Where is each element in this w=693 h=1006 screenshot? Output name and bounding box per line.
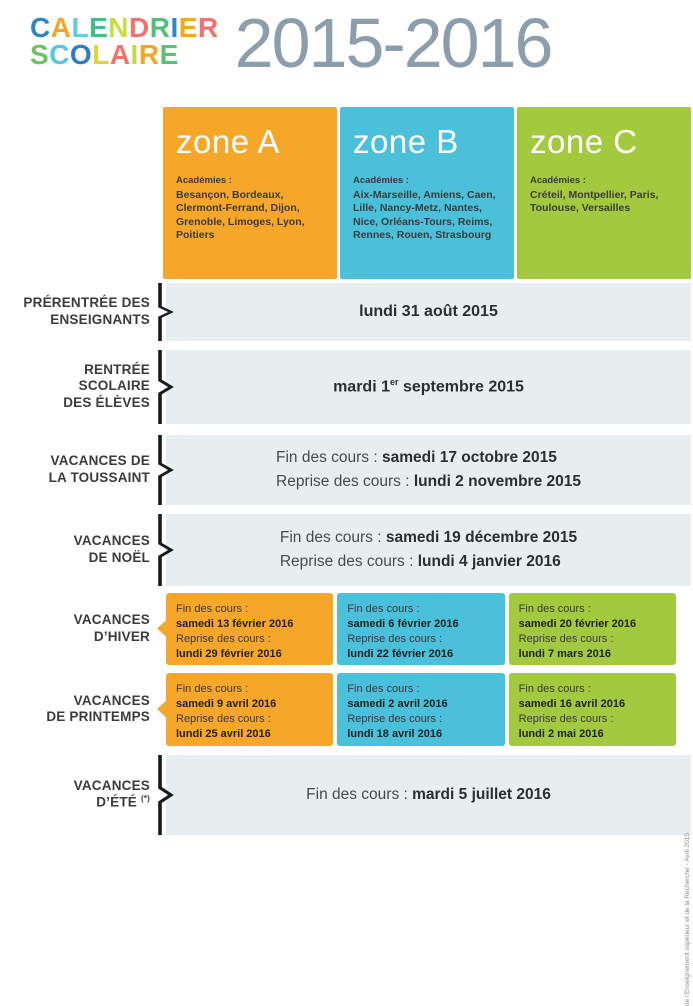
zone-c-academies (517, 161, 691, 216)
reprise-date: lundi 22 février 2016 (347, 648, 454, 661)
fin-date: samedi 13 février 2016 (176, 617, 294, 630)
zone-b-cell: Fin des cours : samedi 2 avril 2016 Reprise des cours : lundi 18 avril 2016 (337, 673, 504, 746)
academies-list: Besançon, Bordeaux, Clermont-Ferrand, Dijon, Grenoble, Limoges, Lyon, Poitiers (176, 188, 305, 242)
logo-letter: N (108, 12, 129, 43)
reprise-date: lundi 4 janvier 2016 (417, 552, 561, 570)
logo-letter: I (170, 12, 179, 43)
zone-b-cell: Fin des cours : samedi 6 février 2016 Reprise des cours : lundi 22 février 2016 (337, 593, 504, 665)
row-prerentree (0, 283, 693, 341)
fin-date: samedi 9 avril 2016 (176, 697, 277, 710)
row-label: PRÉRENTRÉE DES ENSEIGNANTS (23, 295, 150, 327)
row-label: VACANCES DE PRINTEMPS (46, 692, 150, 724)
logo-letter: R (138, 39, 160, 71)
row-value (166, 283, 691, 341)
row-label: VACANCES DE LA TOUSSAINT (48, 453, 150, 485)
reprise-date: lundi 25 avril 2016 (176, 728, 271, 741)
zone-date-cells (166, 673, 676, 746)
date-text: lundi 31 août 2015 (359, 302, 498, 320)
row-rentree (0, 350, 693, 424)
zone-a-academies (163, 161, 337, 244)
zone-headers (163, 107, 691, 279)
academies-label: Académies : (176, 174, 232, 186)
zone-date-cells (166, 593, 676, 665)
calendrier-scolaire-logo (30, 14, 219, 69)
fin-date: samedi 19 décembre 2015 (385, 529, 578, 547)
dates-block: Fin des cours : mardi 5 juillet 2016 (306, 785, 551, 803)
zone-a-cell: Fin des cours : samedi 9 avril 2016 Reprise des cours : lundi 25 avril 2016 (166, 673, 333, 746)
row-value (166, 435, 691, 505)
dates-block: Fin des cours : samedi 19 décembre 2015 Reprise des cours : lundi 4 janvier 2016 (279, 529, 578, 570)
zone-c-cell: Fin des cours : samedi 20 février 2016 Reprise des cours : lundi 7 mars 2016 (509, 593, 676, 665)
reprise-date: lundi 2 mai 2016 (518, 728, 604, 741)
fin-date: samedi 6 février 2016 (347, 617, 459, 630)
logo-letter: C (49, 39, 70, 71)
logo-letter: E (159, 39, 179, 71)
connector-space (150, 593, 166, 665)
zone-c-title: zone C (530, 122, 638, 160)
zone-b-header (340, 107, 514, 279)
reprise-date: lundi 2 novembre 2015 (413, 472, 581, 490)
zone-c-header (517, 107, 691, 279)
logo-letter: A (109, 39, 131, 71)
zone-a-title: zone A (176, 122, 280, 160)
bracket (150, 350, 166, 424)
connector-space (150, 673, 166, 746)
row-toussaint (0, 435, 693, 505)
logo-letter: R (149, 12, 171, 43)
logo-letter: A (50, 12, 72, 43)
row-value (166, 514, 691, 586)
footnote-marker: (*) (140, 794, 150, 804)
zone-c-cell: Fin des cours : samedi 16 avril 2016 Reprise des cours : lundi 2 mai 2016 (509, 673, 676, 746)
bracket (150, 755, 166, 835)
logo-letter: C (30, 12, 51, 43)
fin-date: samedi 17 octobre 2015 (381, 449, 557, 467)
bracket-icon (158, 435, 173, 505)
logo-letter: R (197, 12, 219, 43)
school-year-title: 2015-2016 (234, 4, 552, 82)
row-noel (0, 514, 693, 586)
fin-date: samedi 20 février 2016 (518, 617, 637, 630)
fin-date: samedi 16 avril 2016 (518, 697, 626, 710)
header (0, 0, 693, 82)
logo-line-scolaire (30, 39, 219, 71)
bracket-icon (158, 283, 173, 341)
logo-letter: E (89, 12, 109, 43)
row-value (166, 350, 691, 424)
bracket (150, 283, 166, 341)
credit-vertical-text: de l’Enseignement supérieur et de la Recherche - Avril 2015 (684, 833, 691, 1006)
academies-label: Académies : (530, 174, 586, 186)
academies-list: Créteil, Montpellier, Paris, Toulouse, Versailles (530, 188, 659, 215)
logo-letter: O (69, 39, 93, 71)
zone-b-academies (340, 161, 514, 244)
bracket-icon (158, 350, 173, 424)
logo-letter: D (129, 12, 150, 43)
bracket-icon (158, 514, 173, 586)
row-label: VACANCES D’HIVER (73, 612, 150, 644)
reprise-date: lundi 18 avril 2016 (347, 728, 443, 741)
academies-label: Académies : (353, 174, 409, 186)
academies-list: Aix-Marseille, Amiens, Caen, Lille, Nancy-Metz, Nantes, Nice, Orléans-Tours, Reims, Rennes, Rouen, Strasbourg (353, 188, 496, 242)
row-label: VACANCES D’ÉTÉ (*) (73, 777, 150, 810)
logo-letter: L (92, 39, 110, 71)
logo-letter: S (30, 39, 50, 71)
logo-letter: E (178, 12, 198, 43)
date-text: mardi 1er septembre 2015 (333, 376, 524, 396)
fin-date: samedi 2 avril 2016 (347, 697, 448, 710)
row-label: RENTRÉE SCOLAIRE DES ÉLÈVES (63, 361, 150, 410)
row-value (166, 755, 691, 835)
zone-a-header (163, 107, 337, 279)
bracket (150, 435, 166, 505)
zone-b-title: zone B (353, 122, 459, 160)
row-label: VACANCES DE NOËL (73, 533, 150, 565)
zone-a-cell: Fin des cours : samedi 13 février 2016 Reprise des cours : lundi 29 février 2016 (166, 593, 333, 665)
reprise-date: lundi 7 mars 2016 (518, 648, 611, 661)
reprise-date: lundi 29 février 2016 (176, 648, 282, 661)
bracket-icon (158, 755, 173, 835)
row-printemps (0, 673, 693, 746)
logo-line-calendrier (30, 14, 219, 41)
logo-letter: I (130, 39, 139, 71)
dates-block: Fin des cours : samedi 17 octobre 2015 Reprise des cours : lundi 2 novembre 2015 (276, 449, 581, 490)
fin-date: mardi 5 juillet 2016 (412, 785, 551, 803)
bracket (150, 514, 166, 586)
row-hiver (0, 593, 693, 665)
logo-letter: L (71, 12, 90, 43)
row-ete (0, 755, 693, 835)
